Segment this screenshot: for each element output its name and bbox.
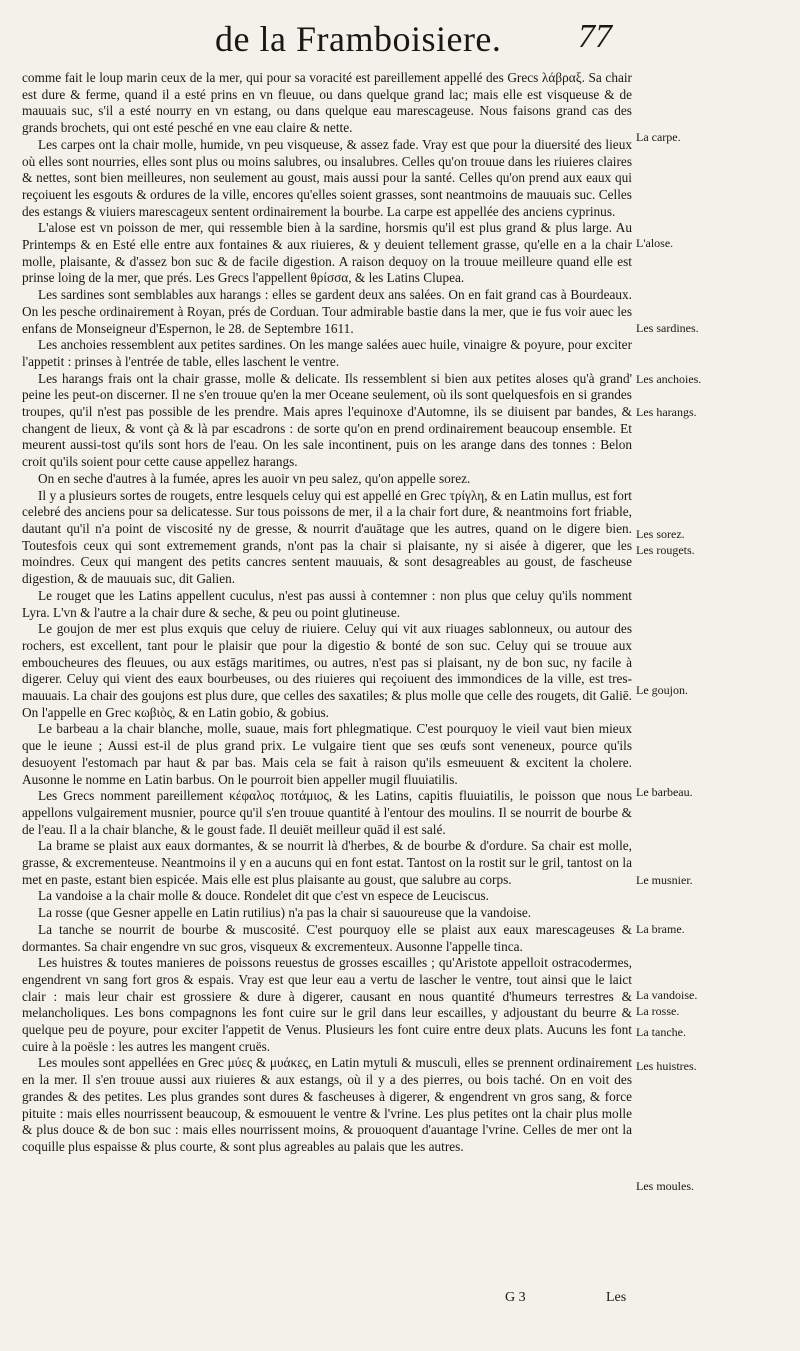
margin-note: Les sorez.: [636, 527, 685, 541]
paragraph-tanche: La tanche se nourrit de bourbe & muscosité. C'est pourquoy elle se plaist aux eaux marescageuses & dormantes. Sa chair engendre vn suc gros, visqueux & excrementeux. Ausonne l'appelle tinca.: [22, 921, 632, 954]
paragraph-rougets: Il y a plusieurs sortes de rougets, entre lesquels celuy qui est appellé en Grec τρίγλη, & en Latin mullus, est fort celebré des anciens pour sa delicatesse. Sur tous poissons de mer, il a la chair fort dure, & neantmoins fort friable, dautant qu'il n'a point de viscosité ny de gresse, & nourrit d'auātage que les autres, quand on le digere bien. Toutesfois ceux qui sont extremement grands, n'ont pas la chair si plaisante, ny si aisée à digerer, que les moindres. Ceux qui mangent des petits cancres sentent mauuais, & sont desagreables au goust, de fascheuse digestion, & de mauuais suc, dit Galien.: [22, 487, 632, 587]
margin-note: Les harangs.: [636, 405, 697, 419]
main-text: [22, 70, 632, 1156]
paragraph-rouget-cuculus: Le rouget que les Latins appellent cuculus, n'est pas aussi à contemner : non plus que celuy qu'ils nomment Lyra. L'vn & l'autre a la chair dure & seche, & peu ou point glutineuse.: [22, 587, 632, 620]
paragraph-brame: La brame se plaist aux eaux dormantes, & se nourrit là d'herbes, & de bourbe & d'ordure. Sa chair est molle, grasse, & excrementeuse. Neantmoins il y en a aucuns qui en font estat. Tantost on la rostit sur le gril, tantost on la met en paste, estant bien espicée. Mais elle est plus plaisante au goust, que salubre au corps.: [22, 838, 632, 887]
margin-note: Les huistres.: [636, 1059, 697, 1073]
paragraph-barbeau: Le barbeau a la chair blanche, molle, suaue, mais fort phlegmatique. C'est pourquoy le vieil vaut bien mieux que le ieune ; Aussi est-il de plus grand prix. Le vulgaire tient que ses œufs sont veneneux, pource qu'ils desuoyent l'estomach par haut & par bas. Mais cela se fait à raison qu'ils esmeuuent & excitent la cholere. Ausonne le nomme en Latin barbus. On le pourroit bien appeller mugil fluuiatilis.: [22, 721, 632, 787]
margin-note: Les anchoies.: [636, 372, 702, 386]
signature-mark: G 3: [505, 1290, 526, 1305]
paragraph-moules: Les moules sont appellées en Grec μύες & μυάκες, en Latin mytuli & musculi, elles se prennent ordinairement en la mer. Il s'en trouue aussi aux riuieres & aux estangs, où il y a des pierres, ou bois taché. On en voit des grandes & des petites. Les plus grandes sont dures & fascheuses à digerer, & engendrent vn gros sang, & force pituite : mais elles nourrissent beaucoup, & esmouuent le ventre & l'vrine. Les plus petites ont la chair plus molle & plus douce & de bon suc : mais elles nourrissent moins, & prouoquent d'auantage l'vrine. Celles de mer ont la coquille plus espaisse & plus courte, & sont plus agreables au palais que les autres.: [22, 1055, 632, 1154]
paragraph-sardines: Les sardines sont semblables aux harangs : elles se gardent deux ans salées. On en fait grand cas à Bourdeaux. On les pesche ordinairement à Royan, prés de Corduan. Tour admirable bastie dans la mer, que ie fus voir auec les enfans de Monseigneur d'Espernon, le 28. de Septembre 1611.: [22, 287, 632, 336]
margin-note: Le musnier.: [636, 873, 693, 887]
margin-note: Les moules.: [636, 1179, 694, 1193]
margin-note: Le goujon.: [636, 683, 688, 697]
paragraph-sorez: On en seche d'autres à la fumée, apres les auoir vn peu salez, qu'on appelle sorez.: [38, 470, 471, 486]
margin-note: La vandoise.: [636, 988, 698, 1002]
paragraph-harangs: Les harangs frais ont la chair grasse, molle & delicate. Ils ressemblent si bien aux petites aloses qu'à grand' peine les peut-on discerner. Il ne s'en trouue qu'en la mer Oceane seulement, où ils sont quelquesfois en si grandes troupes, qu'il n'est pas possible de les prendre. Mais apres l'equinoxe d'Automne, ils se diuisent par bandes, & changent de lieux, & vont çà & là par escadrons : de sorte qu'on en prend ordinairement beaucoup ensemble. Et meurent aussi-tost qu'ils sont hors de l'eau. On les sale incontinent, puis on les arange dans des tonnes : Belon croit qu'ils soient pour cette cause appellez harangs.: [22, 370, 632, 470]
paragraph-huistres: Les huistres & toutes manieres de poissons reuestus de grosses escailles ; qu'Aristote appelloit ostracodermes, engendrent vn sang fort gros & espais. Vray est que leur eau a vertu de lascher le ventre, tout ainsi que le laict clair : mais leur chair est grossiere & dure à digerer, causant en nous quantité d'humeurs terrestres & melancholiques. Les bons compagnons les font cuire sur le gril dans leur escailles, y adjoustant du beurre & quelque peu de poyure, pour exciter l'appetit de Venus. Plusieurs les font cuire entre deux plats. Aucuns les font cuire à la poësle : les autres les mangent cruës.: [22, 955, 632, 1054]
page-header: [0, 18, 800, 68]
paragraph-loup-marin: comme fait le loup marin ceux de la mer, qui pour sa voracité est pareillement appellé des Grecs λάβραξ. Sa chair est dure & ferme, quand il a esté prins en vn fleuue, ou dans quelque grand lac; mais elle est visqueuse & de mauuais suc, s'il a esté nourry en vn estang, ou dans quelque eau marescageuse. Nous faisons grand cas des grands brochets, qui ont esté pesché en vne eau claire & nette.: [22, 70, 632, 136]
margin-note: L'alose.: [636, 236, 674, 250]
paragraph-rosse: La rosse (que Gesner appelle en Latin rutilius) n'a pas la chair si sauoureuse que la vandoise.: [38, 905, 532, 921]
paragraph-musnier: Les Grecs nomment pareillement κέφαλος ποτάμιος, & les Latins, capitis fluuiatilis, le poisson que nous appellons vulgairement musnier, pource qu'il s'en trouue quantité à l'entour des moulins. Il se nourrit de bourbe & de l'eau. Il a la chair blanche, & le goust fade. Il deuiēt meilleur quād il est salé.: [22, 788, 632, 837]
catchword: Les: [606, 1290, 627, 1305]
paragraph-carpes: Les carpes ont la chair molle, humide, vn peu visqueuse, & assez fade. Vray est que pour la diuersité des lieux où elles sont nourries, elles sont plus ou moins salubres, ou insalubres. Celles qu'on trouue dans les riuieres claires & nettes, sont bien meilleures, non seulement au goust, mais aussi pour la santé. Celles qu'on prend aux eaux qui reçoiuent les esgouts & ordures de la ville, encores qu'elles soient grasses, sont neantmoins de mauuais suc. Celles des estangs & viuiers marescageux sentent ordinairement la bourbe. La carpe est appellée des anciens cyprinus.: [22, 136, 632, 219]
paragraph-anchoies: Les anchoies ressemblent aux petites sardines. On les mange salées auec huile, vinaigre & poyure, pour exciter l'appetit : prinses à l'entrée de table, elles laschent le ventre.: [22, 337, 632, 369]
paragraph-alose: L'alose est vn poisson de mer, qui ressemble bien à la sardine, horsmis qu'il est plus grand & plus large. Au Printemps & en Esté elle entre aux fontaines & aux riuieres, & y deuient tellement grasse, qu'elle en a la chair molle, plaisante, & d'assez bon suc & de facile digestion. A raison dequoy on la trouue meilleure quand elle est prinse loing de la mer, que prés. Les Grecs l'appellent θρίσσα, & les Latins Clupea.: [22, 220, 632, 286]
page-footer: [0, 1290, 800, 1330]
margin-note: La carpe.: [636, 130, 681, 144]
margin-note: La tanche.: [636, 1025, 686, 1039]
paragraph-vandoise: La vandoise a la chair molle & douce. Rondelet dit que c'est vn espece de Leuciscus.: [38, 888, 490, 904]
margin-note: La brame.: [636, 922, 685, 936]
page-number: 77: [578, 18, 612, 55]
paragraph-goujon: Le goujon de mer est plus exquis que celuy de riuiere. Celuy qui vit aux riuages sablonneux, ou autour des rochers, est excellent, tant pour le plaisir que pour la digestio & bonté de son suc. Celuy qui se trouue aux emboucheures des fleuues, ou aux estāgs maritimes, ou autres, n'est pas si plaisant, ny de bon suc, ny facile à digerer. Celuy qui vient des eaux bourbeuses, ou des riuieres qui reçoiuent des immondices de la ville, est tres-mauuais. La chair des goujons est plus dure, que celles des saxatiles; & plus molle que celle des rougets, dit Galiē. On l'appelle en Grec κωβιὸς, & en Latin gobio, & gobius.: [22, 621, 632, 720]
margin-note: Le barbeau.: [636, 785, 693, 799]
margin-note: Les rougets.: [636, 543, 695, 557]
margin-note: Les sardines.: [636, 321, 699, 335]
margin-note: La rosse.: [636, 1004, 680, 1018]
running-title: de la Framboisiere.: [215, 19, 502, 59]
